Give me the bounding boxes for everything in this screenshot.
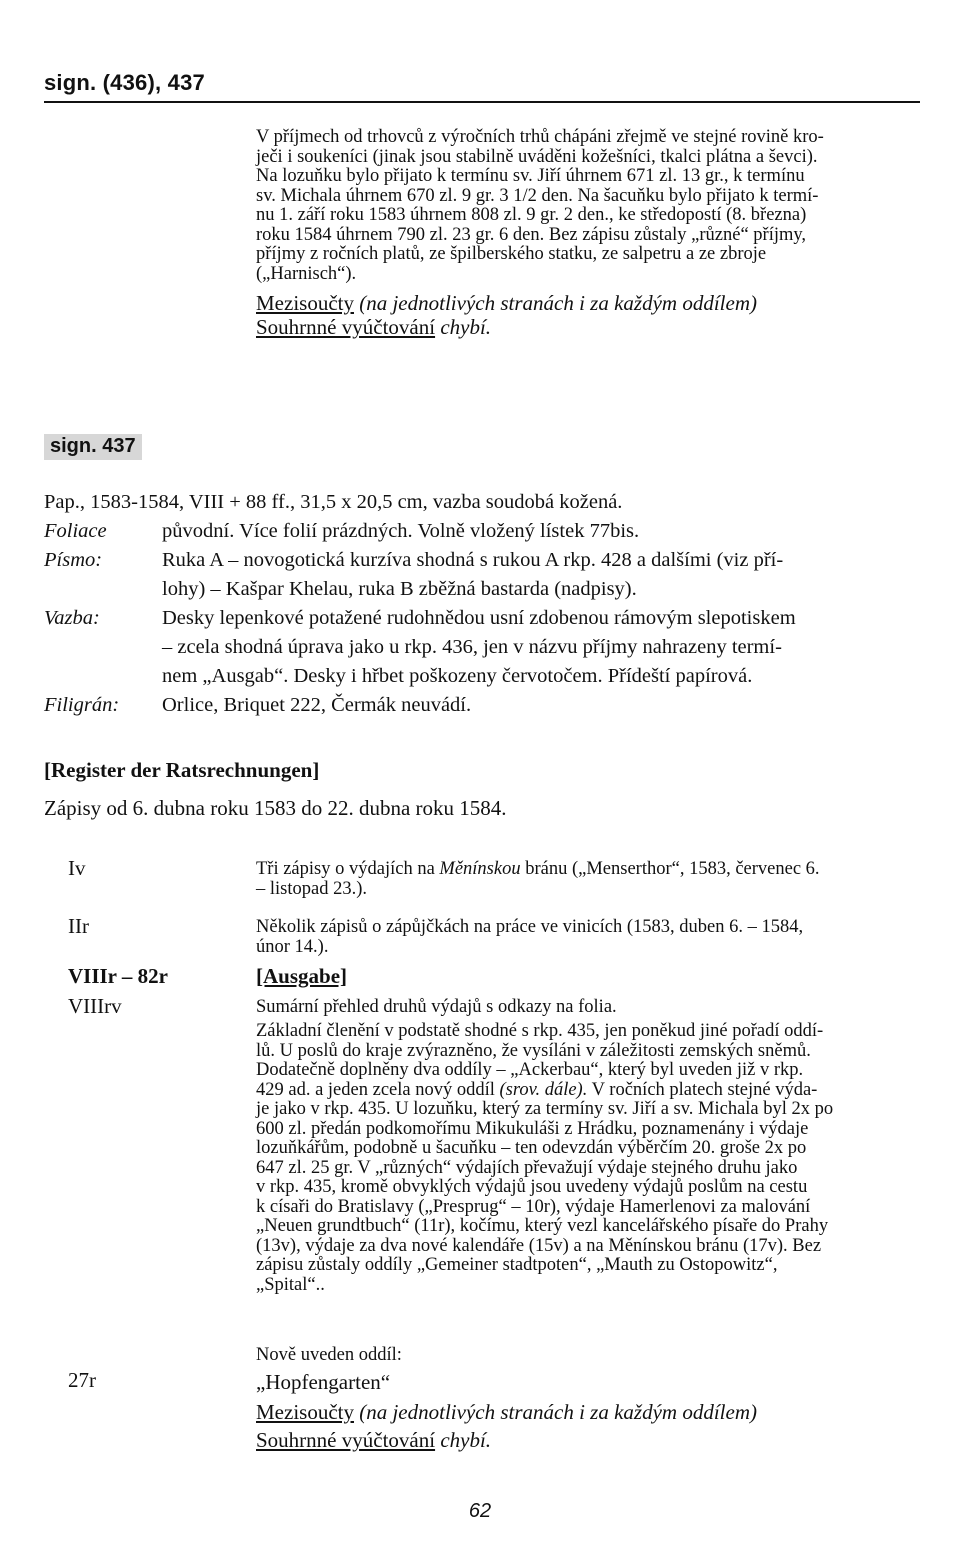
entry-line: k císaři do Bratislavy („Presprug“ – 10r), výdaje Hamerlenovi za malování	[256, 1196, 811, 1217]
intro-line: nu 1. září roku 1583 úhrnem 808 zl. 9 gr. 2 den., ke středopostí (8. března)	[256, 205, 807, 225]
subtotal-note: (na jednotlivých stranách i za každým oddílem)	[359, 291, 757, 315]
entry-italic: Měnínskou	[439, 859, 521, 879]
page-number: 62	[468, 1500, 492, 1522]
intro-summary	[256, 315, 918, 339]
entry-line: – listopad 23.).	[256, 878, 367, 899]
intro-line: („Harnisch“).	[256, 263, 357, 284]
entry-subtotals	[256, 1400, 918, 1424]
entry-span: Tři zápisy o výdajích na	[256, 859, 435, 879]
entry-line: Dodatečně doplněny dva oddíly – „Ackerbau“, který byl uveden již v rkp.	[256, 1060, 804, 1080]
intro-subtotals	[256, 291, 918, 315]
manuscript-description	[44, 488, 924, 720]
summary-label: Souhrnné vyúčtování	[256, 315, 436, 339]
entry-text	[256, 860, 918, 899]
desc-line: Desky lepenkové potažené rudohnědou usní zdobenou rámovým slepotiskem	[162, 607, 796, 629]
physical-description: Pap., 1583-1584, VIII + 88 ff., 31,5 x 20,5 cm, vazba soudobá kožená.	[44, 491, 623, 513]
desc-label: Filigrán:	[44, 694, 120, 716]
desc-value	[162, 691, 924, 720]
intro-line: V příjmech od trhovců z výročních trhů chápáni zřejmě ve stejné rovině kro-	[256, 127, 824, 147]
folio-label: 27r	[68, 1368, 96, 1392]
desc-value	[162, 546, 924, 604]
intro-line: sv. Michala úhrnem 670 zl. 9 gr. 3 1/2 den. Na šacuňku bylo přijato k termí-	[256, 185, 819, 206]
register-dates: Zápisy od 6. dubna roku 1583 do 22. dubna roku 1584.	[44, 796, 507, 820]
section-heading: sign. 437	[44, 434, 142, 460]
folio-label: Iv	[68, 856, 86, 880]
register-title: [Register der Ratsrechnungen]	[44, 758, 320, 782]
entry-line: lozuňkářům, podobně u šacuňku – ten odevzdán výběrčím 20. groše 2x po	[256, 1138, 807, 1158]
entry-line	[256, 1081, 918, 1101]
entry-text: Sumární přehled druhů výdajů s odkazy na folia.	[256, 997, 617, 1017]
entry-italic: (srov. dále).	[499, 1079, 588, 1100]
desc-value	[162, 517, 924, 546]
desc-line: nem „Ausgab“. Desky i hřbet poškozeny červotočem. Přídeští papírová.	[162, 665, 753, 687]
subtotal-label: Mezisoučty	[256, 1400, 354, 1424]
desc-line: původní. Více folií prázdných. Volně vložený lístek 77bis.	[162, 520, 640, 542]
entry-line: Základní členění v podstatě shodné s rkp. 435, jen poněkud jiné pořadí oddí-	[256, 1021, 824, 1041]
desc-row-binding	[44, 604, 924, 691]
entry-line: Několik zápisů o zápůjčkách na práce ve vinicích (1583, duben 6. – 1584,	[256, 917, 804, 937]
entry-line: 600 zl. předán podkomořímu Mikukuláši z Hrádku, poznamenány i výdaje	[256, 1118, 809, 1139]
subtotal-label: Mezisoučty	[256, 291, 354, 315]
desc-line: Orlice, Briquet 222, Čermák neuvádí.	[162, 694, 472, 716]
entry-heading: „Hopfengarten“	[256, 1370, 391, 1394]
folio-label: VIIIrv	[68, 994, 122, 1018]
page-header: sign. (436), 437	[44, 70, 205, 95]
entry-text: Nově uveden oddíl:	[256, 1345, 402, 1365]
entry-line: únor 14.).	[256, 936, 329, 957]
desc-label: Foliace	[44, 520, 107, 542]
desc-row-foliation	[44, 517, 924, 546]
entry-span: 429 ad. a jeden zcela nový oddíl	[256, 1079, 495, 1100]
desc-line: lohy) – Kašpar Khelau, ruka B zběžná bastarda (nadpisy).	[162, 578, 637, 600]
folio-label: IIr	[68, 914, 89, 938]
intro-line: příjmy z ročních platů, ze špilberského statku, ze salpetru a ze zbroje	[256, 244, 767, 264]
desc-label: Vazba:	[44, 607, 100, 629]
desc-value	[162, 604, 924, 691]
entry-line: lů. U poslů do kraje zvýrazněno, že vysíláni v záležitosti zemských sněmů.	[256, 1040, 811, 1061]
desc-row-script	[44, 546, 924, 604]
entry-line: (13v), výdaje za dva nové kalendáře (15v) a na Měnínskou bránu (17v). Bez	[256, 1235, 822, 1256]
subtotal-note: (na jednotlivých stranách i za každým oddílem)	[359, 1400, 757, 1424]
entry-heading	[256, 964, 918, 988]
entry-line: v rkp. 435, kromě obvyklých výdajů jsou uvedeny výdajů poslům na cestu	[256, 1177, 808, 1197]
entry-line: 647 zl. 25 gr. V „různých“ výdajích převažují výdaje stejného druhu jako	[256, 1157, 798, 1178]
intro-line: ječi i soukeníci (jinak jsou stabilně uváděni kožešníci, tkalci plátna a ševci).	[256, 146, 818, 167]
entry-line: je jako v rkp. 435. U lozuňku, který za termíny sv. Jiří a sv. Michala byl 2x po	[256, 1099, 834, 1119]
ausgabe-heading: [Ausgabe]	[256, 964, 348, 988]
summary-label: Souhrnné vyúčtování	[256, 1428, 436, 1452]
desc-line: Ruka A – novogotická kurzíva shodná s rukou A rkp. 428 a dalšími (viz pří-	[162, 549, 784, 571]
desc-line: – zcela shodná úprava jako u rkp. 436, jen v názvu příjmy nahrazeny termí-	[162, 636, 782, 658]
folio-label: VIIIr – 82r	[68, 964, 168, 988]
entry-line: „Spital“..	[256, 1274, 325, 1295]
header-rule	[44, 101, 920, 103]
entry-text	[256, 918, 918, 957]
entry-span: bránu („Menserthor“, 1583, červenec 6.	[525, 859, 820, 879]
entry-summary	[256, 1428, 918, 1452]
entry-line	[256, 860, 918, 880]
entry-main-paragraph	[256, 1022, 918, 1295]
entry-line: „Neuen grundtbuch“ (11r), kočímu, který vezl kancelářského písaře do Prahy	[256, 1216, 829, 1236]
entry-line: zápisu zůstaly oddíly „Gemeiner stadtpoten“, „Mauth zu Ostopowitz“,	[256, 1255, 778, 1275]
desc-label: Písmo:	[44, 549, 103, 571]
desc-row-watermark	[44, 691, 924, 720]
summary-note: chybí.	[440, 1428, 492, 1452]
intro-line: roku 1584 úhrnem 790 zl. 23 gr. 6 den. Bez zápisu zůstaly „různé“ příjmy,	[256, 224, 807, 245]
entry-span: V ročních platech stejné výda-	[591, 1079, 818, 1100]
intro-paragraph	[256, 128, 918, 339]
intro-line: Na lozuňku bylo přijato k termínu sv. Jiří úhrnem 671 zl. 13 gr., k termínu	[256, 166, 805, 186]
summary-note: chybí.	[440, 315, 492, 339]
